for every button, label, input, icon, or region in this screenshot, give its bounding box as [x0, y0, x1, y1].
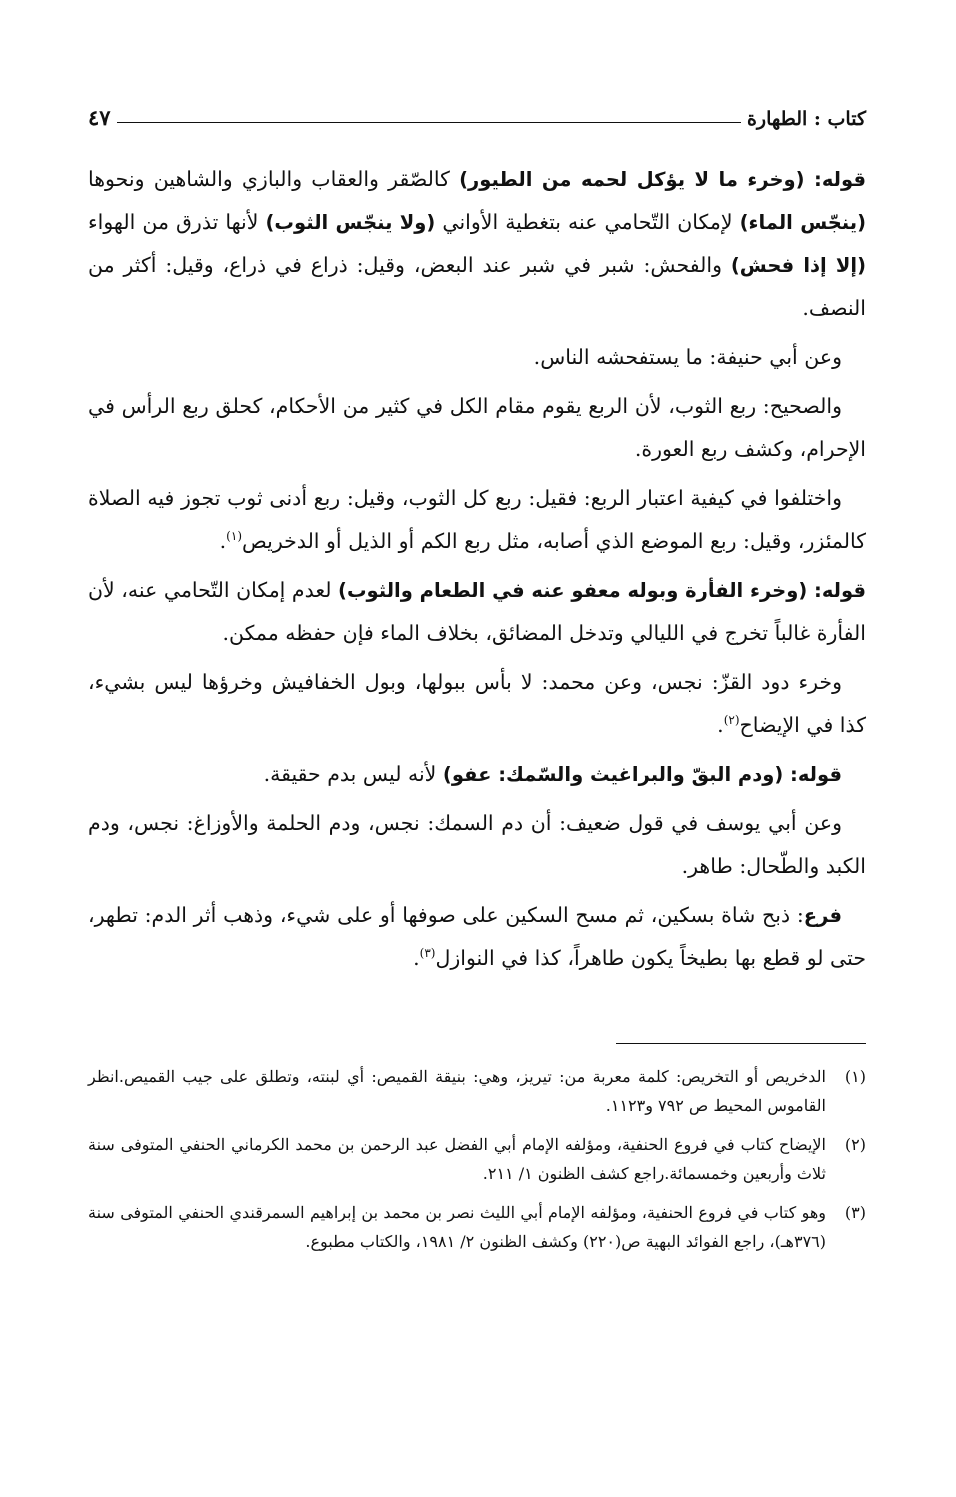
matn-quote: (وخرء ما لا يؤكل لحمه من الطيور)	[459, 168, 805, 191]
matn-quote: (إلا إذا فحش)	[730, 254, 866, 277]
commentary-text: لإمكان التّحامي عنه بتغطية الأواني	[435, 210, 740, 234]
paragraph-4	[88, 477, 866, 563]
footnote-text: الإيضاح كتاب في فروع الحنفية، ومؤلفه الإمام أبي الفضل عبد الرحمن بن محمد الكرماني الحنفي المتوفى سنة ثلاث وأربعين وخمسمائة.راجع كشف الظنون ١/ ٢١١.	[88, 1135, 826, 1183]
main-text	[88, 158, 866, 986]
matn-quote: (وخرء الفأرة وبوله معفو عنه في الطعام والثوب)	[338, 579, 808, 602]
paragraph-7	[88, 753, 866, 796]
paragraph-text: وعن أبي يوسف في قول ضعيف: أن دم السمك: نجس، ودم الحلمة والأوزاغ: نجس، ودم الكبد والطّحال: طاهر.	[88, 811, 866, 878]
paragraph-end: .	[413, 946, 420, 970]
qawluhu-label: قوله:	[783, 763, 842, 786]
commentary-text: لأنه ليس بدم حقيقة.	[263, 762, 443, 786]
qawluhu-label: قوله:	[807, 579, 866, 602]
paragraph-5	[88, 569, 866, 655]
qawluhu-label: قوله:	[804, 168, 866, 191]
commentary-text: والفحش: شبر في شبر عند البعض، وقيل: ذراع في ذراع، وقيل: أكثر من النصف.	[88, 253, 866, 320]
paragraph-9	[88, 894, 866, 980]
commentary-text: لأنها تذرق من الهواء	[88, 210, 266, 234]
commentary-text: كالصّقر والعقاب والبازي والشاهين ونحوها	[88, 167, 460, 191]
paragraph-text: وخرء دود القزّ: نجس، وعن محمد: لا بأس ببولها، وبول الخفافيش وخرؤها ليس بشيء، كذا في الإيضاح	[88, 670, 866, 737]
footnote-ref-3[interactable]: (٣)	[419, 946, 436, 961]
paragraph-3	[88, 385, 866, 471]
far-label: فرع	[803, 904, 842, 927]
footnote-text: وهو كتاب في فروع الحنفية، ومؤلفه الإمام أبي الليث نصر بن محمد بن إبراهيم السمرقندي الحنفي المتوفى سنة (٣٧٦هـ)، راجع الفوائد البهية ص(٢٢٠) وكشف الظنون ٢/ ١٩٨١، والكتاب مطبوع.	[88, 1203, 826, 1251]
paragraph-text: وعن أبي حنيفة: ما يستفحشه الناس.	[533, 345, 842, 369]
footnote-separator	[616, 1043, 866, 1044]
paragraph-end: .	[219, 529, 227, 553]
paragraph-8	[88, 802, 866, 888]
footnotes	[88, 1062, 866, 1266]
footnote-2	[88, 1130, 866, 1188]
running-header	[88, 96, 866, 130]
paragraph-end: .	[717, 713, 724, 737]
footnote-number: (٢)	[844, 1135, 866, 1154]
footnote-number: (٣)	[844, 1203, 866, 1222]
footnote-3	[88, 1198, 866, 1256]
paragraph-2	[88, 336, 866, 379]
paragraph-1	[88, 158, 866, 330]
matn-quote: (ودم البقّ والبراغيث والسّمك: عفو)	[442, 763, 784, 786]
paragraph-text: واختلفوا في كيفية اعتبار الربع: فقيل: ربع كل الثوب، وقيل: ربع أدنى ثوب تجوز فيه الصلاة كالمئزر، وقيل: ربع الموضع الذي أصابه، مثل ربع الكم أو الذيل أو الدخريص	[88, 486, 866, 553]
footnote-ref-1[interactable]: (١)	[226, 529, 242, 544]
paragraph-text: : ذبح شاة بسكين، ثم مسح السكين على صوفها أو على شيء، وذهب أثر الدم: تطهر، حتى لو قطع بها بطيخاً يكون طاهراً، كذا في النوازل	[88, 903, 866, 970]
paragraph-6	[88, 661, 866, 747]
footnote-number: (١)	[844, 1067, 866, 1086]
matn-quote: (ينجّس الماء)	[739, 211, 867, 234]
header-rule	[117, 122, 741, 123]
matn-quote: (ولا ينجّس الثوب)	[265, 211, 436, 234]
commentary-text: لعدم إمكان التّحامي عنه، لأن الفأرة غالباً تخرج في الليالي وتدخل المضائق، بخلاف الماء فإن حفظه ممكن.	[88, 578, 866, 645]
footnote-1	[88, 1062, 866, 1120]
chapter-title: كتاب : الطهارة	[746, 108, 866, 130]
paragraph-text: والصحيح: ربع الثوب، لأن الربع يقوم مقام الكل في كثير من الأحكام، كحلق ربع الرأس في الإحرام، وكشف ربع العورة.	[88, 394, 866, 461]
page-number: ٤٧	[88, 105, 111, 130]
footnote-text: الدخريص أو التخريص: كلمة معربة من: تيريز، وهي: بنيقة القميص: أي لبنته، وتطلق على جيب القميص.انظر القاموس المحيط ص ٧٩٢ و١١٢٣.	[88, 1067, 826, 1115]
footnote-ref-2[interactable]: (٢)	[723, 713, 740, 728]
